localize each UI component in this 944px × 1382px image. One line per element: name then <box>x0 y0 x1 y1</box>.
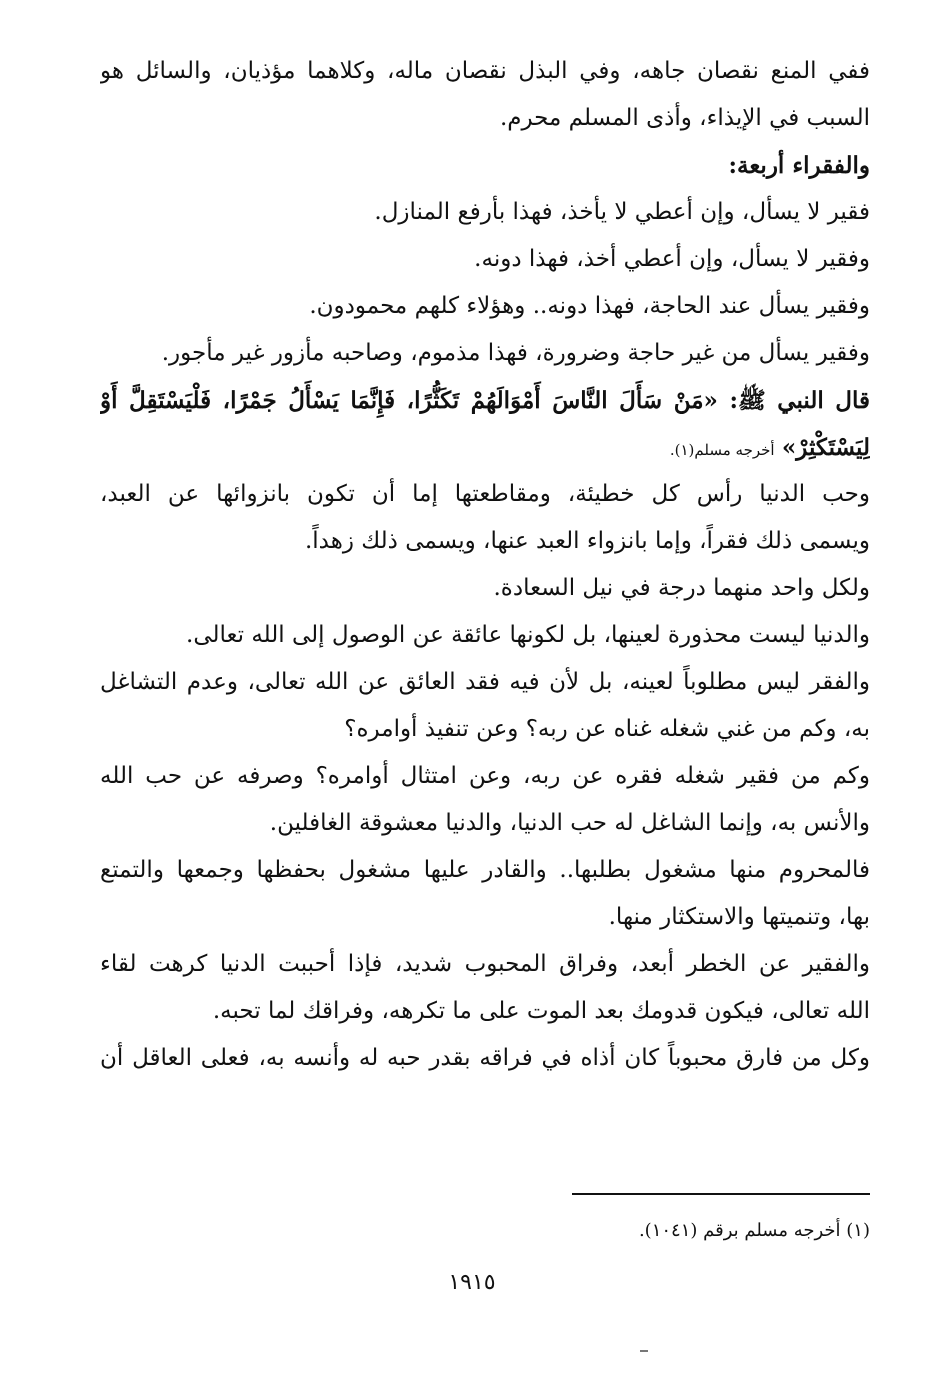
text-line: وفقير يسأل عند الحاجة، فهذا دونه.. وهؤلاء كلهم محمودون. <box>309 293 870 319</box>
page-number: ١٩١٥ <box>448 1270 496 1295</box>
footnote: (١) أخرجه مسلم برقم (١٠٤١). <box>638 1220 870 1241</box>
text-line: والفقر ليس مطلوباً لعينه، بل لأن فيه فقد العائق عن الله تعالى، وعدم التشاغل <box>100 669 870 695</box>
text-line: فقير لا يسأل، وإن أعطي لا يأخذ، فهذا بأرفع المنازل. <box>374 199 870 225</box>
text-line: الله تعالى، فيكون قدومك بعد الموت على ما تكرهه، وفراقك لما تحبه. <box>212 998 870 1024</box>
scan-speck <box>640 1350 648 1352</box>
footnote-divider <box>572 1193 870 1195</box>
hadith-quote-end <box>100 424 870 471</box>
text-line: بها، وتنميتها والاستكثار منها. <box>608 904 870 930</box>
hadith-quote-line: قال النبي ﷺ: «مَنْ سَأَلَ النَّاسَ أَمْوَالَهُمْ تَكَثُّرًا، فَإِنَّمَا يَسْأَلُ جَمْرًا، فَلْيَسْتَقِلَّ أَوْ <box>100 387 870 414</box>
text-line: وحب الدنيا رأس كل خطيئة، ومقاطعتها إما أن تكون بانزوائها عن العبد، <box>100 481 870 507</box>
text-line: ففي المنع نقصان جاهه، وفي البذل نقصان ماله، وكلاهما مؤذيان، والسائل هو <box>100 58 870 84</box>
hadith-source: أخرجه مسلم(١). <box>669 441 775 459</box>
text-line: والأنس به، وإنما الشاغل له حب الدنيا، والدنيا معشوقة الغافلين. <box>269 810 870 836</box>
text-line: فالمحروم منها مشغول بطلبها.. والقادر عليها مشغول بحفظها وجمعها والتمتع <box>100 857 870 883</box>
text-line: وكم من فقير شغله فقره عن ربه، وعن امتثال أوامره؟ وصرفه عن حب الله <box>100 763 870 789</box>
text-line: وفقير لا يسأل، وإن أعطي أخذ، فهذا دونه. <box>474 246 870 272</box>
hadith-quote-tail: لِيَسْتَكْثِرْ» <box>781 434 870 461</box>
text-line: وكل من فارق محبوباً كان أذاه في فراقه بقدر حبه له وأنسه به، فعلى العاقل أن <box>100 1045 870 1071</box>
text-line: ولكل واحد منهما درجة في نيل السعادة. <box>493 575 870 601</box>
text-line: وفقير يسأل من غير حاجة وضرورة، فهذا مذموم، وصاحبه مأزور غير مأجور. <box>161 340 870 366</box>
text-line: ويسمى ذلك فقراً، وإما بانزواء العبد عنها، ويسمى ذلك زهداً. <box>304 528 870 554</box>
text-line: والدنيا ليست محذورة لعينها، بل لكونها عائقة عن الوصول إلى الله تعالى. <box>186 622 870 648</box>
text-line: والفقير عن الخطر أبعد، وفراق المحبوب شديد، فإذا أحببت الدنيا كرهت لقاء <box>100 951 870 977</box>
page-body <box>100 48 870 1082</box>
text-line: السبب في الإيذاء، وأذى المسلم محرم. <box>499 105 870 131</box>
text-line: به، وكم من غني شغله غناه عن ربه؟ وعن تنفيذ أوامره؟ <box>344 716 870 742</box>
section-heading: والفقراء أربعة: <box>728 152 870 179</box>
